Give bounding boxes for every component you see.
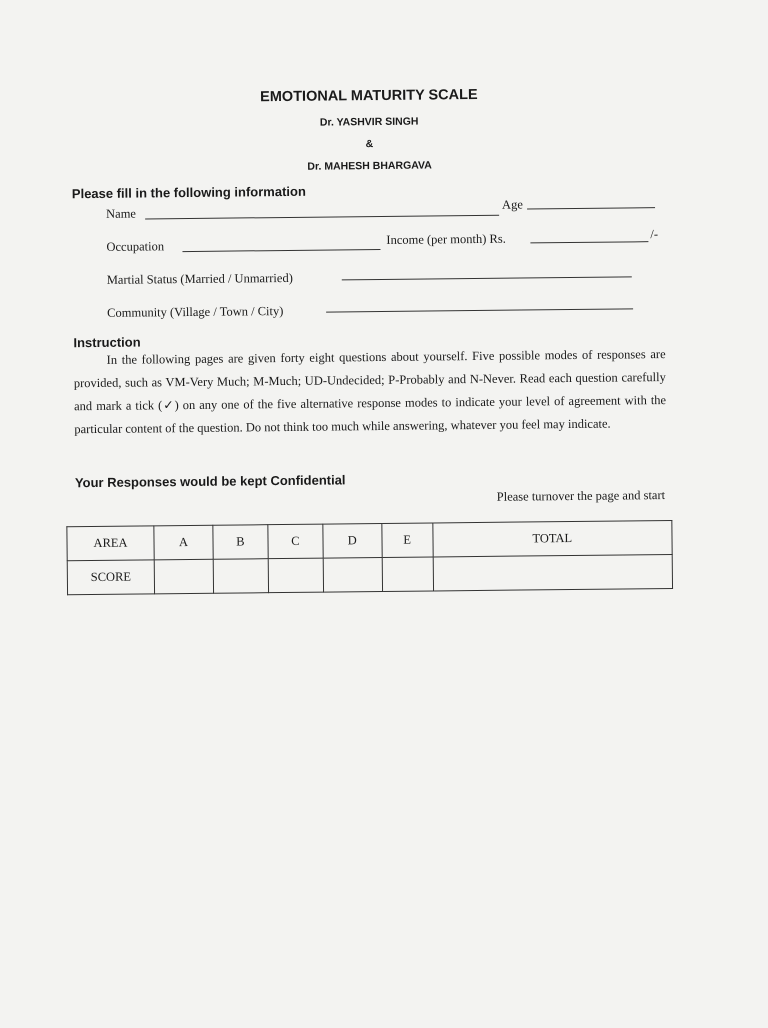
page-title: EMOTIONAL MATURITY SCALE xyxy=(260,86,478,106)
instruction-paragraph: In the following pages are given forty eight questions about yourself. Five possible modes of responses are provided, such as VM-Very Much; M-Much; UD-Undecided; P-Probably and N-Never. Read each question carefully and mark a tick (✓) on any one of the five alternative response modes to indicate your level of agreement with the particular content of the question. Do not think too much while answering, whatever you feel may indicate. xyxy=(73,347,667,437)
marital-status-label: Martial Status (Married / Unmarried) xyxy=(106,270,293,287)
age-label: Age xyxy=(501,197,523,212)
score-cell-b[interactable] xyxy=(213,559,268,594)
header-a: A xyxy=(154,525,213,560)
header-area: AREA xyxy=(67,526,154,561)
score-cell-a[interactable] xyxy=(154,559,213,594)
occupation-label: Occupation xyxy=(106,239,165,254)
community-label: Community (Village / Town / City) xyxy=(107,304,284,320)
header-total: TOTAL xyxy=(432,520,672,557)
score-cell-c[interactable] xyxy=(268,558,323,593)
occupation-field[interactable] xyxy=(182,249,380,252)
confidential-heading: Your Responses would be kept Confidential xyxy=(74,472,346,491)
instruction-heading: Instruction xyxy=(73,334,141,351)
score-table xyxy=(66,520,673,595)
author-ampersand: & xyxy=(365,138,374,151)
instruction-text xyxy=(73,343,666,441)
income-label: Income (per month) Rs. xyxy=(386,231,506,247)
info-heading: Please fill in the following information xyxy=(71,183,306,202)
score-row-label: SCORE xyxy=(67,560,154,595)
score-cell-d[interactable] xyxy=(323,557,382,592)
income-suffix: /- xyxy=(650,227,659,242)
score-cell-total[interactable] xyxy=(433,554,673,591)
turnover-note: Please turnover the page and start xyxy=(496,488,666,504)
header-b: B xyxy=(213,525,268,560)
score-table-score-row xyxy=(67,554,672,594)
community-field[interactable] xyxy=(326,308,633,312)
age-field[interactable] xyxy=(527,207,655,209)
author-1: Dr. YASHVIR SINGH xyxy=(319,115,419,129)
name-field[interactable] xyxy=(145,215,499,220)
income-field[interactable] xyxy=(530,241,648,243)
header-d: D xyxy=(323,523,382,558)
score-cell-e[interactable] xyxy=(382,557,433,592)
header-e: E xyxy=(382,523,433,558)
header-c: C xyxy=(268,524,323,559)
marital-status-field[interactable] xyxy=(342,276,632,280)
name-label: Name xyxy=(106,206,137,221)
author-2: Dr. MAHESH BHARGAVA xyxy=(307,159,432,173)
